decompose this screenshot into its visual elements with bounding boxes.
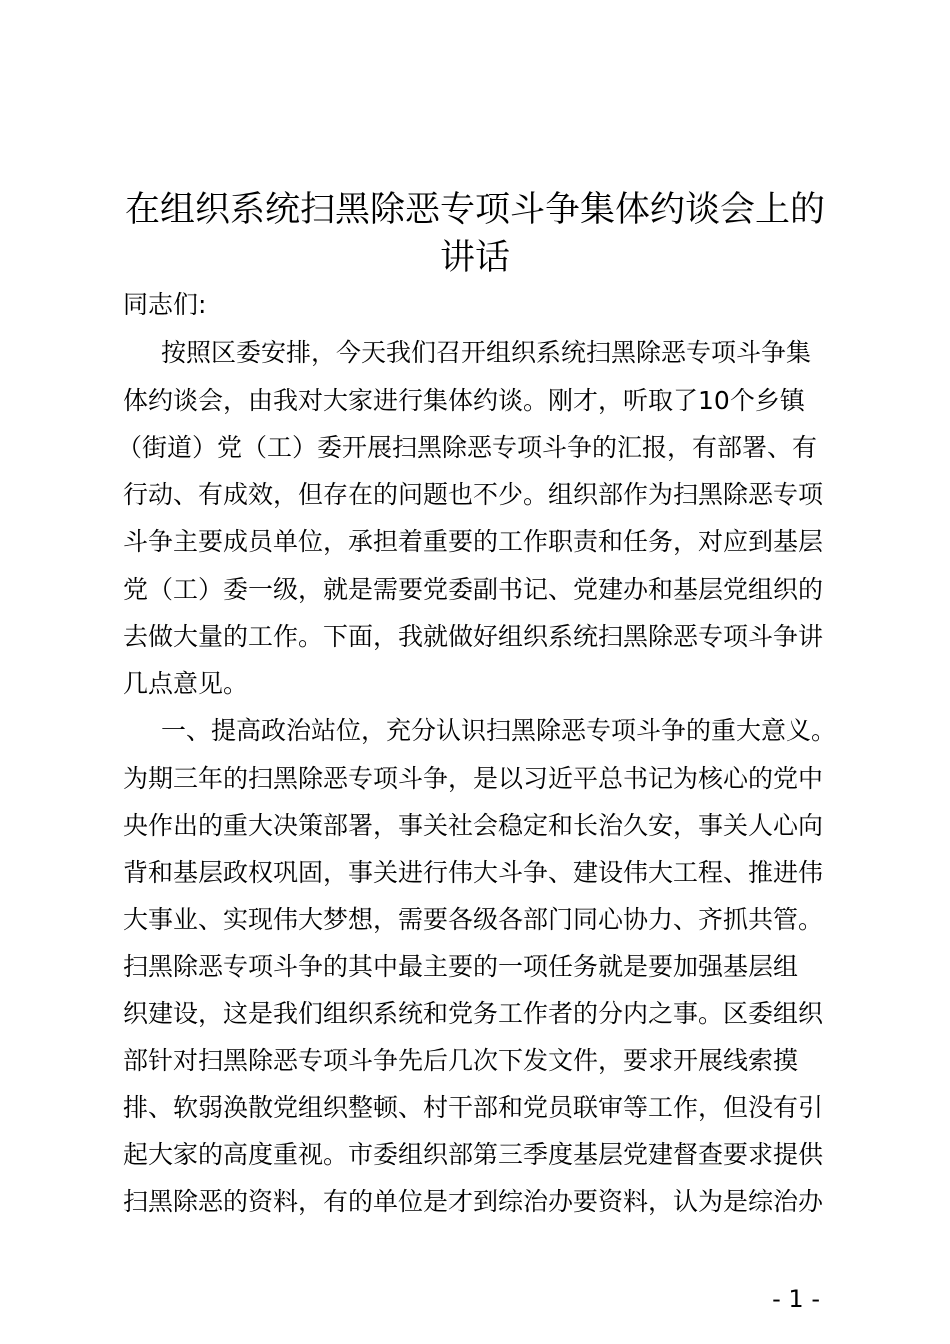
salutation: 同志们: <box>123 290 207 319</box>
body-line: 几点意见。 <box>123 669 249 698</box>
body-line: 扫黑除恶的资料，有的单位是才到综治办要资料，认为是综治办 <box>123 1187 824 1216</box>
body-line: 央作出的重大决策部署，事关社会稳定和长治久安，事关人心向 <box>123 811 824 840</box>
body-line: 背和基层政权巩固，事关进行伟大斗争、建设伟大工程、推进伟 <box>123 858 824 887</box>
body-line: 按照区委安排，今天我们召开组织系统扫黑除恶专项斗争集 <box>161 338 812 367</box>
body-line: 行动、有成效，但存在的问题也不少。组织部作为扫黑除恶专项 <box>123 480 824 509</box>
body-line: 起大家的高度重视。市委组织部第三季度基层党建督查要求提供 <box>123 1140 824 1169</box>
section-heading-line: 一、提高政治站位，充分认识扫黑除恶专项斗争的重大意义。 <box>161 716 837 745</box>
title-line-1: 在组织系统扫黑除恶专项斗争集体约谈会上的 <box>124 190 825 230</box>
body-line: 党（工）委一级，就是需要党委副书记、党建办和基层党组织的 <box>123 575 824 604</box>
body-line: 大事业、实现伟大梦想，需要各级各部门同心协力、齐抓共管。 <box>123 905 824 934</box>
body-line: 织建设，这是我们组织系统和党务工作者的分内之事。区委组织 <box>123 999 824 1028</box>
body-line: （街道）党（工）委开展扫黑除恶专项斗争的汇报，有部署、有 <box>117 433 818 462</box>
body-line: 去做大量的工作。下面，我就做好组织系统扫黑除恶专项斗争讲 <box>123 622 824 651</box>
body-line: 体约谈会，由我对大家进行集体约谈。刚才，听取了10个乡镇 <box>123 386 805 415</box>
document-title <box>110 186 840 282</box>
page-number: - 1 - <box>772 1285 820 1313</box>
body-line: 斗争主要成员单位，承担着重要的工作职责和任务，对应到基层 <box>123 527 824 556</box>
body-line: 为期三年的扫黑除恶专项斗争，是以习近平总书记为核心的党中 <box>123 764 824 793</box>
body-line: 部针对扫黑除恶专项斗争先后几次下发文件，要求开展线索摸 <box>123 1046 799 1075</box>
body-line: 排、软弱涣散党组织整顿、村干部和党员联审等工作，但没有引 <box>123 1093 824 1122</box>
body-line: 扫黑除恶专项斗争的其中最主要的一项任务就是要加强基层组 <box>123 952 799 981</box>
title-line-2: 讲话 <box>439 238 510 278</box>
